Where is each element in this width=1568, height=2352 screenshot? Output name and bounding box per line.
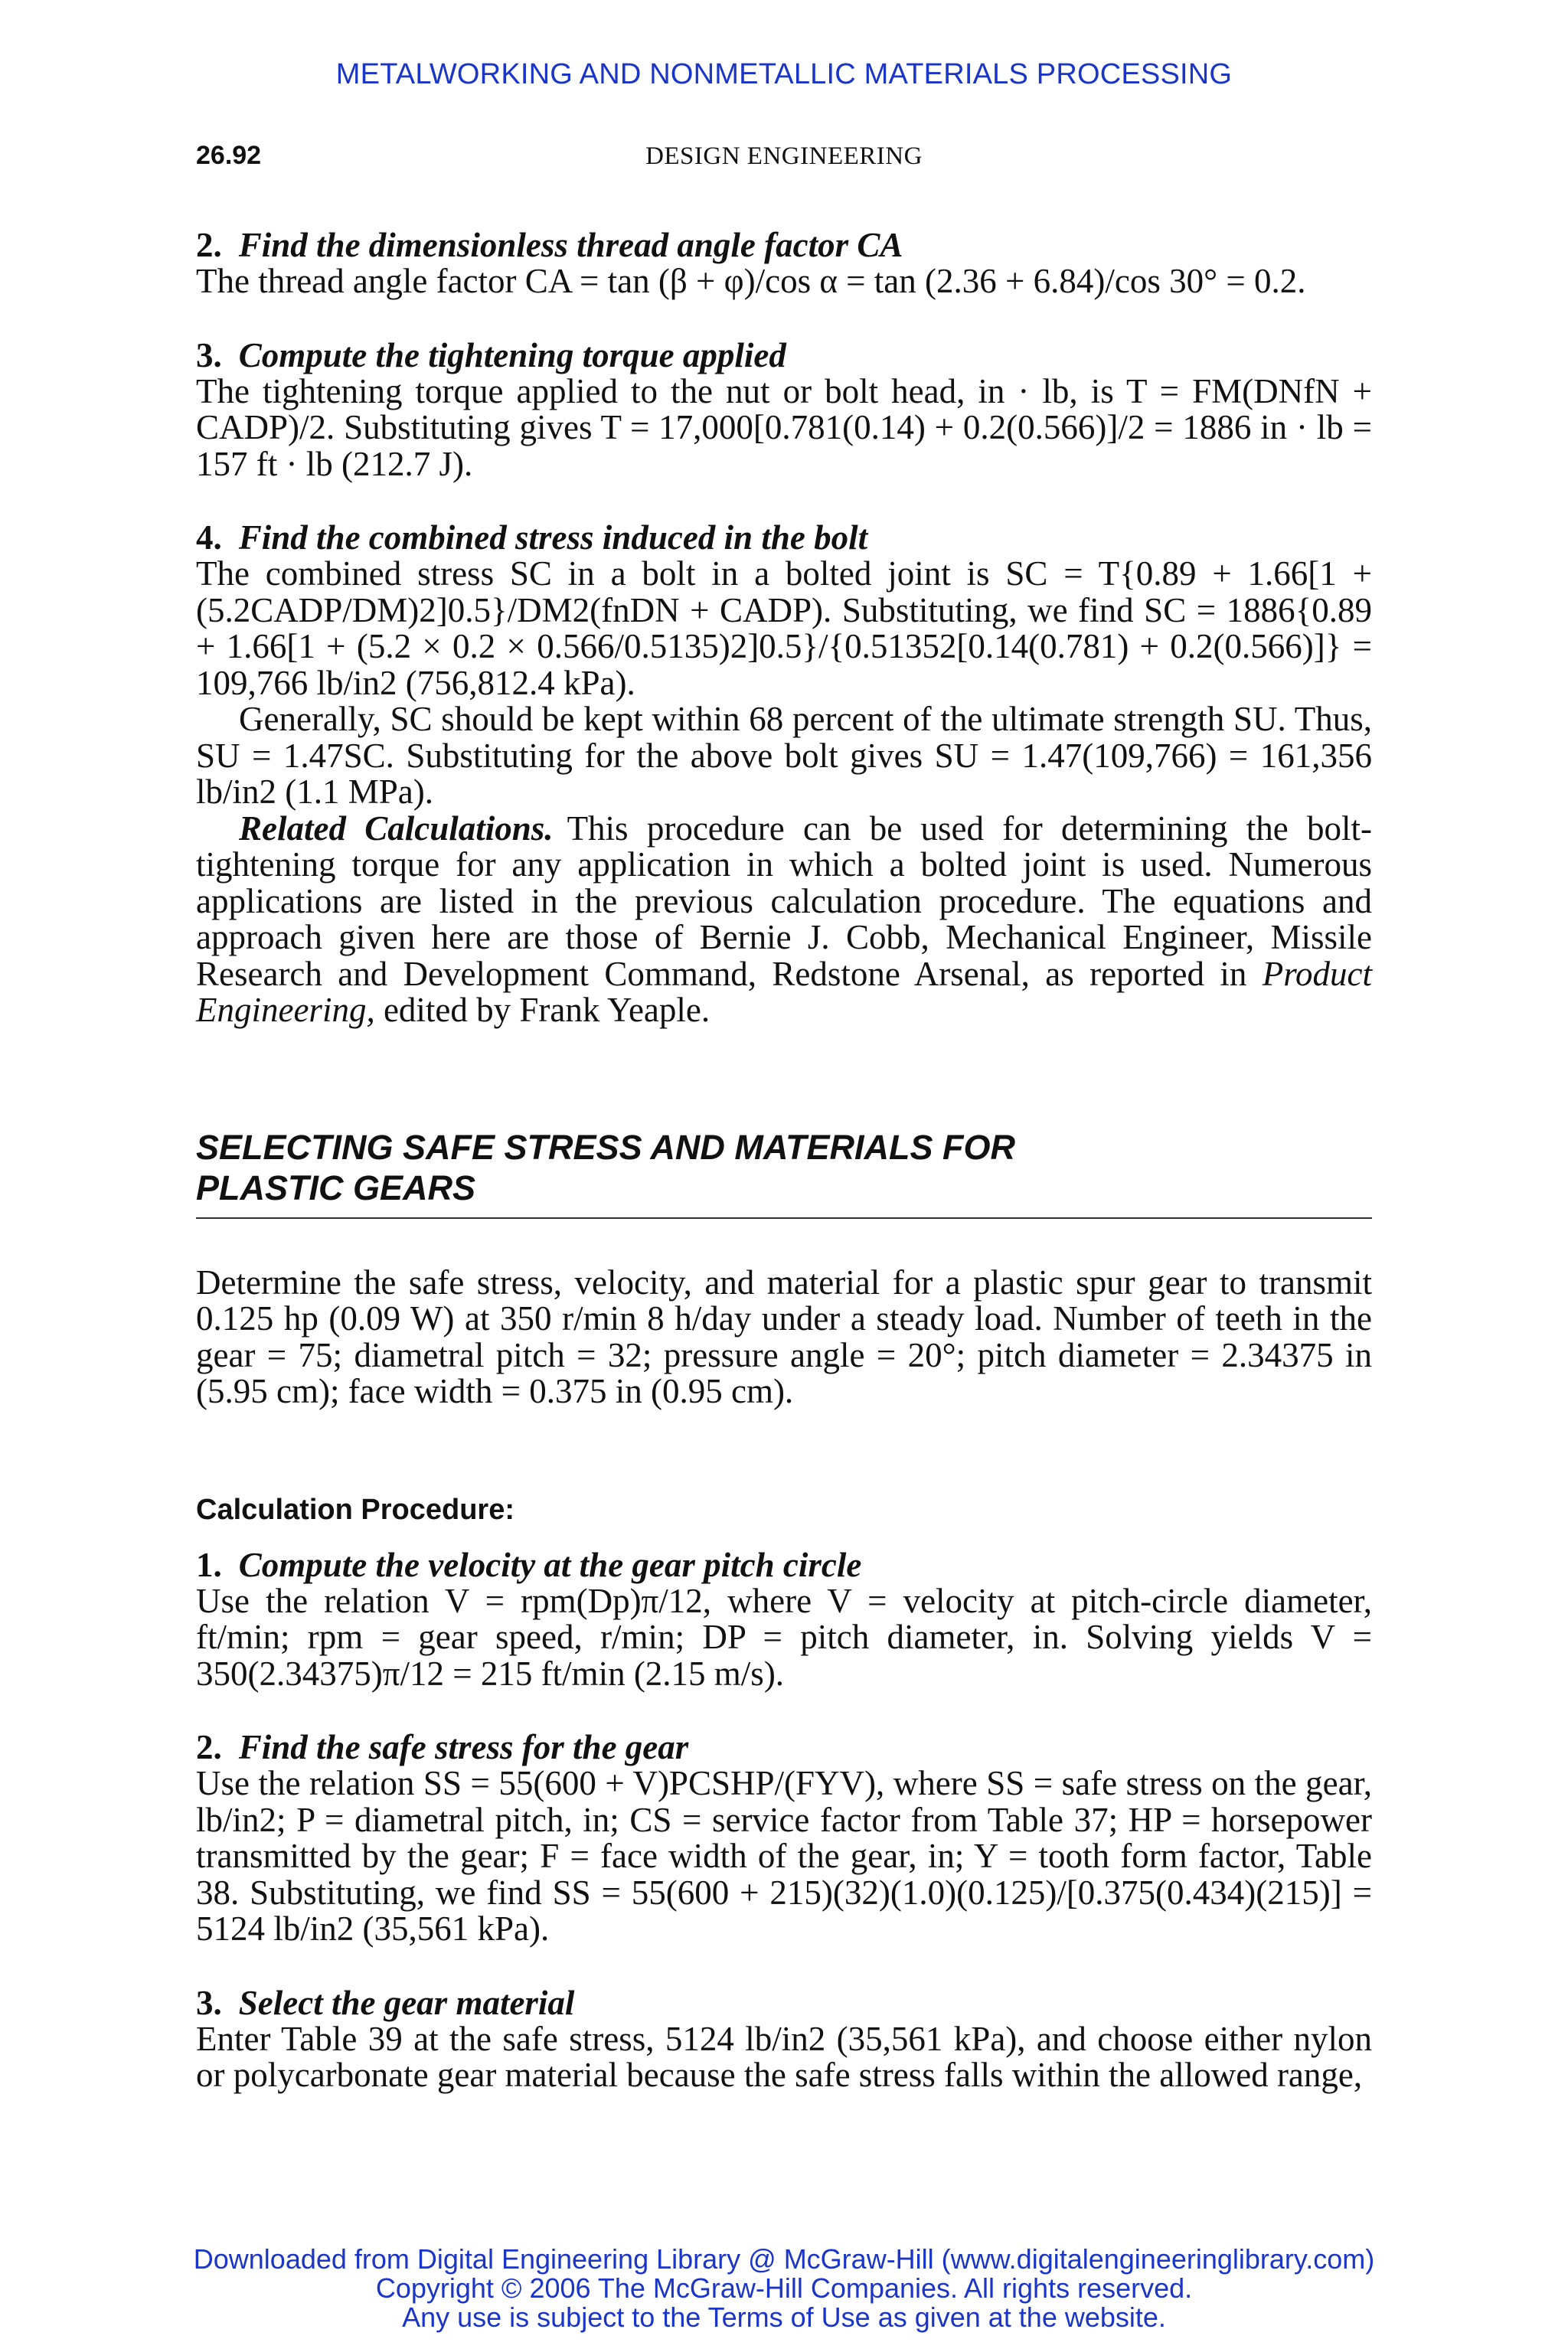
step-heading	[196, 519, 1372, 556]
problem-statement: Determine the safe stress, velocity, and material for a plastic spur gear to transmit 0.125 hp (0.09 W) at 350 r/min 8 h/day under a steady load. Number of teeth in the gear = 75; diametral pitch = 32; pressure angle = 20°; pitch diameter = 2.34375 in (5.95 cm); face width = 0.375 in (0.95 cm).	[196, 1263, 1372, 1410]
step-text: The tightening torque applied to the nut or bolt head, in · lb, is T = FM(DNfN + CADP)/2. Substituting gives T = 17,000[0.781(0.14) + 0.2(0.566)]/2 = 1886 in · lb = 157 ft · lb (212.7 J).	[196, 371, 1372, 483]
step-heading	[196, 1729, 1372, 1766]
step-text: The thread angle factor CA = tan (β + φ)/cos α = tan (2.36 + 6.84)/cos 30° = 0.2.	[196, 262, 1306, 300]
step-number: 3.	[196, 1983, 222, 2022]
section-title-line: PLASTIC GEARS	[196, 1168, 476, 1207]
step-title: Find the safe stress for the gear	[238, 1728, 689, 1766]
section-title-line: SELECTING SAFE STRESS AND MATERIALS FOR	[196, 1127, 1016, 1167]
step-text: Use the relation V = rpm(Dp)π/12, where V = velocity at pitch-circle diameter, ft/min; rpm = gear speed, r/min; DP = pitch diameter, in. Solving yields V = 350(2.34375)π/12 = 215 ft/min (2.15 m/s).	[196, 1581, 1372, 1693]
step-title: Select the gear material	[238, 1983, 575, 2022]
step-title: Find the combined stress induced in the bolt	[238, 518, 868, 557]
step-title: Compute the tightening torque applied	[238, 335, 786, 374]
step-number: 3.	[196, 335, 222, 374]
banner-header: METALWORKING AND NONMETALLIC MATERIALS PROCESSING	[335, 58, 1233, 90]
running-title: DESIGN ENGINEERING	[645, 142, 923, 170]
step-text: The combined stress SC in a bolt in a bolted joint is SC = T{0.89 + 1.66[1 + (5.2CADP/DM)2]0.5}/DM2(fnDN + CADP). Substituting, we find SC = 1886{0.89 + 1.66[1 + (5.2 × 0.2 × 0.566/0.5135)2]0.5}/{0.51352[0.14(0.781) + 0.2(0.566)]} = 109,766 lb/in2 (756,812.4 kPa).	[196, 554, 1372, 702]
main-content	[196, 227, 1372, 2094]
step-number: 2.	[196, 1728, 222, 1766]
step-heading	[196, 1547, 1372, 1583]
step-heading	[196, 1984, 1372, 2021]
step-number: 1.	[196, 1545, 222, 1584]
section-title	[196, 1127, 1372, 1219]
step-heading	[196, 227, 1372, 263]
footer-copyright: Copyright © 2006 The McGraw-Hill Companies. All rights reserved.	[375, 2272, 1193, 2304]
footer-terms: Any use is subject to the Terms of Use as given at the website.	[402, 2301, 1166, 2333]
running-head	[196, 141, 1372, 179]
publication-title: Product Engineering,	[196, 954, 1373, 1029]
procedure-label: Calculation Procedure:	[196, 1493, 514, 1526]
footer-notice	[0, 2245, 1568, 2332]
step-heading	[196, 337, 1372, 374]
step-text: Use the relation SS = 55(600 + V)PCSHP/(FYV), where SS = safe stress on the gear, lb/in2; P = diametral pitch, in; CS = service factor from Table 37; HP = horsepower transmitted by the gear; F = face width of the gear, in; Y = tooth form factor, Table 38. Substituting, we find SS = 55(600 + 215)(32)(1.0)(0.125)/[0.375(0.434)(215)] = 5124 lb/in2 (35,561 kPa).	[196, 1764, 1372, 1948]
step-text: Enter Table 39 at the safe stress, 5124 lb/in2 (35,561 kPa), and choose either nylon or polycarbonate gear material because the safe stress falls within the allowed range,	[196, 2019, 1372, 2094]
step-number: 2.	[196, 226, 222, 264]
body-paragraph: Generally, SC should be kept within 68 percent of the ultimate strength SU. Thus, SU = 1.47SC. Substituting for the above bolt gives SU = 1.47(109,766) = 161,356 lb/in2 (1.1 MPa).	[196, 700, 1372, 811]
step-title: Find the dimensionless thread angle factor CA	[238, 226, 903, 264]
page-number: 26.92	[196, 141, 262, 170]
related-calculations-text: This procedure can be used for determining the bolt-tightening torque for any application in which a bolted joint is used. Numerous applications are listed in the previous calculation procedure. The equations and approach given here are those of Bernie J. Cobb, Mechanical Engineer, Missile Research and Development Command, Redstone Arsenal, as reported in	[196, 808, 1372, 993]
step-number: 4.	[196, 518, 222, 557]
related-calculations-label: Related Calculations.	[239, 808, 554, 848]
related-calculations-end: edited by Frank Yeaple.	[383, 991, 710, 1029]
footer-download-link[interactable]: Downloaded from Digital Engineering Library @ McGraw-Hill (www.digitalengineeringlibrary.com)	[193, 2243, 1375, 2275]
related-calculations-paragraph	[196, 808, 1373, 1029]
step-title: Compute the velocity at the gear pitch circle	[238, 1545, 862, 1584]
